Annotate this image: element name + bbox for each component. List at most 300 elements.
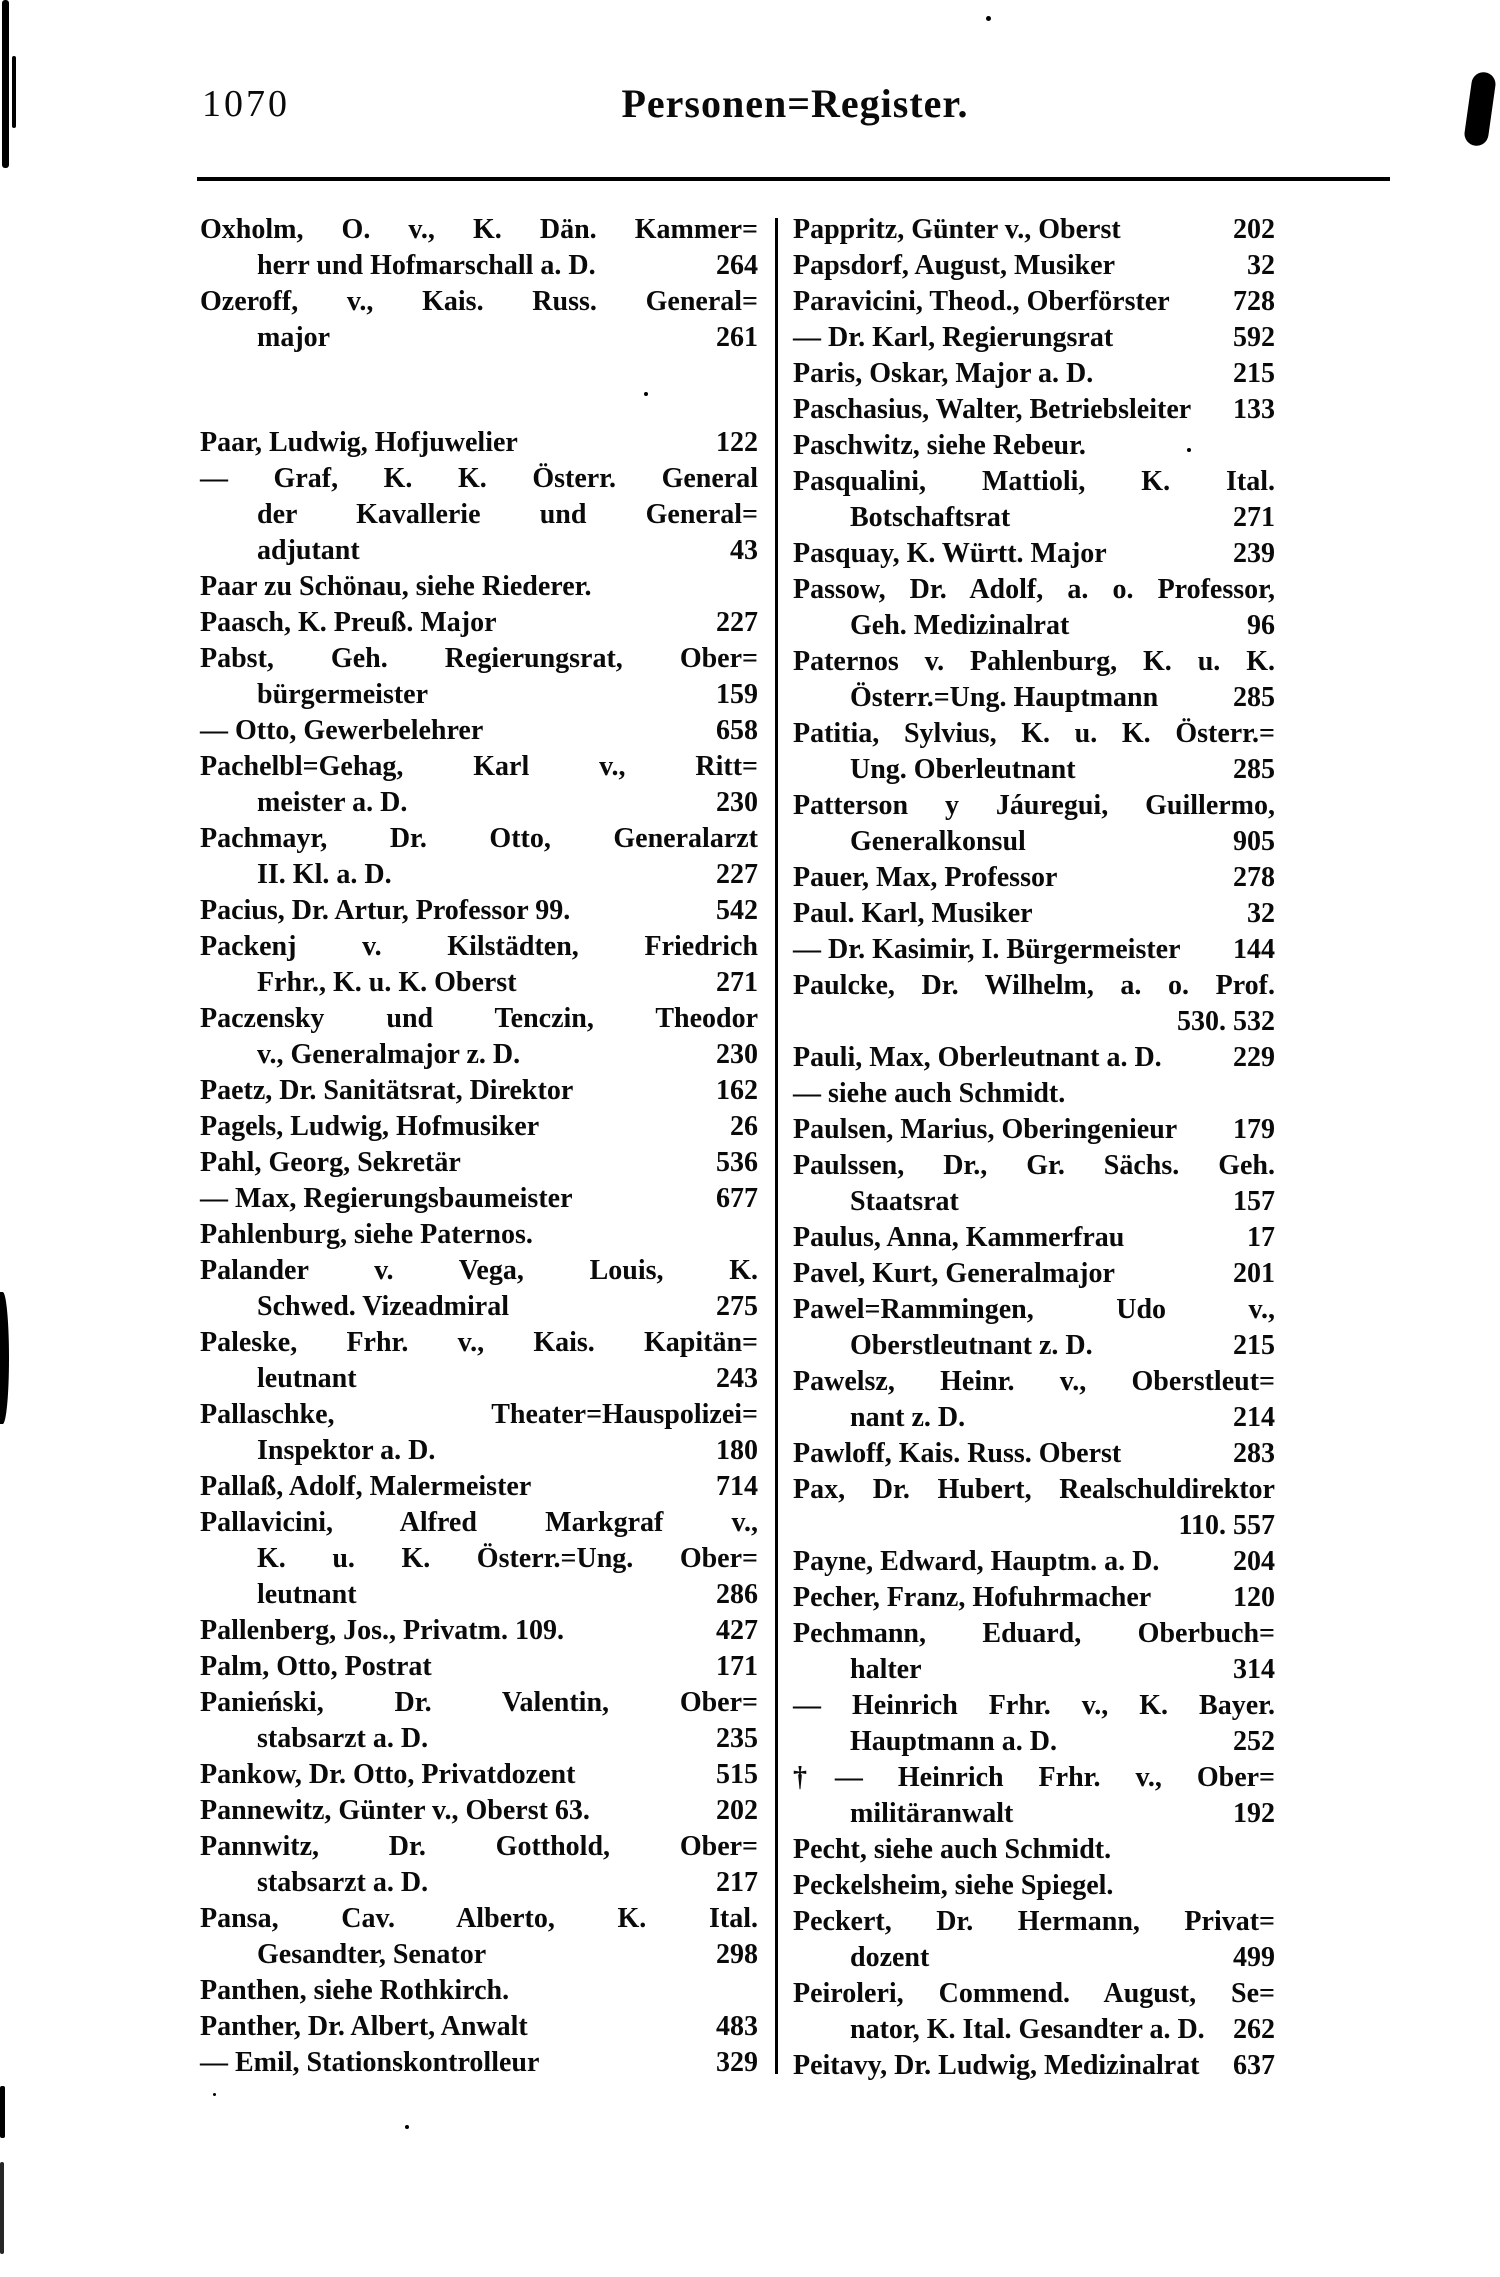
entry-line [793,1508,1275,1544]
entry-line [200,1181,758,1217]
register-entry [793,968,1275,1040]
entry-text: Paar, Ludwig, Hofjuwelier [200,427,518,458]
entry-line [200,1685,758,1721]
entry-text: Pallaschke, Theater=Hauspolizei= [200,1399,758,1430]
entry-text: Pecht, siehe auch Schmidt. [793,1834,1112,1865]
register-entry [793,1544,1275,1580]
entry-text: Paris, Oskar, Major a. D. [793,358,1094,389]
scan-speck [405,2125,409,2129]
entry-line [200,1829,758,1865]
entry-text: Peckert, Dr. Hermann, Privat= [793,1906,1275,1937]
entry-line [200,1433,758,1469]
entry-text: Paternos v. Pahlenburg, K. u. K. [793,646,1275,677]
entry-text: Palander v. Vega, Louis, K. [200,1255,758,1286]
entry-line [793,1544,1275,1580]
entry-page-ref: 298 [716,1939,758,1970]
entry-line [200,1037,758,1073]
column-divider-rule [775,218,778,2074]
entry-line [200,965,758,1001]
entry-page-ref: 515 [716,1759,758,1790]
entry-page-ref: 285 [1233,682,1275,713]
register-entry [793,1616,1275,1688]
entry-text: leutnant [257,1579,357,1610]
entry-page-ref: 217 [716,1867,758,1898]
entry-text: Paleske, Frhr. v., Kais. Kapitän= [200,1327,758,1358]
entry-page-ref: 252 [1233,1726,1275,1757]
register-entry [200,2045,758,2081]
entry-line [793,428,1275,464]
entry-text: Pasqualini, Mattioli, K. Ital. [793,466,1275,497]
entry-line [200,320,758,356]
entry-line [200,497,758,533]
entry-line [793,1724,1275,1760]
entry-line [200,605,758,641]
entry-line [793,1940,1275,1976]
entry-page-ref: 285 [1233,754,1275,785]
entry-text: militäranwalt [850,1798,1014,1829]
entry-text: Paar zu Schönau, siehe Riederer. [200,571,592,602]
entry-text: Pawel=Rammingen, Udo v., [793,1294,1275,1325]
entry-line [793,2012,1275,2048]
entry-line [793,500,1275,536]
entry-page-ref: 32 [1247,898,1275,929]
entry-line [200,1289,758,1325]
entry-page-ref: 239 [1233,538,1275,569]
entry-page-ref: 201 [1233,1258,1275,1289]
entry-page-ref: 329 [716,2047,758,2078]
entry-line [200,1145,758,1181]
entry-line [200,641,758,677]
entry-page-ref: 122 [716,427,758,458]
entry-text: Pawelsz, Heinr. v., Oberstleut= [793,1366,1275,1397]
entry-line [793,1868,1275,1904]
entry-page-ref: 120 [1233,1582,1275,1613]
entry-text: Paulcke, Dr. Wilhelm, a. o. Prof. [793,970,1275,1001]
entry-text: Botschaftsrat [850,502,1011,533]
entry-line [200,569,758,605]
register-entry [200,821,758,893]
entry-text: nator, K. Ital. Gesandter a. D. [850,2014,1205,2045]
entry-page-ref: 536 [716,1147,758,1178]
entry-line [793,1832,1275,1868]
entry-text: — Max, Regierungsbaumeister [200,1183,573,1214]
entry-line [200,1001,758,1037]
entry-line [200,1901,758,1937]
page-title: Personen=Register. [621,81,969,126]
entry-page-ref: 637 [1233,2050,1275,2081]
entry-text: Papsdorf, August, Musiker [793,250,1116,281]
entry-page-ref: 32 [1247,250,1275,281]
entry-text: dozent [850,1942,930,1973]
entry-text: Pabst, Geh. Regierungsrat, Ober= [200,643,758,674]
entry-text: Pahl, Georg, Sekretär [200,1147,461,1178]
section-gap [200,356,758,425]
entry-page-ref: 283 [1233,1438,1275,1469]
entry-text: Paasch, K. Preuß. Major [200,607,497,638]
register-entry [200,1253,758,1325]
entry-line [200,1721,758,1757]
entry-page-ref: 96 [1247,610,1275,641]
entry-text: — Graf, K. K. Österr. General [200,463,758,494]
register-entry [793,1904,1275,1976]
scan-speck [1187,448,1191,452]
register-entry [793,788,1275,860]
entry-page-ref: 144 [1233,934,1275,965]
scan-artifact-right-blob [1463,71,1497,148]
register-entry [200,1325,758,1397]
entry-text: bürgermeister [257,679,429,710]
entry-line [200,1865,758,1901]
register-entry [200,1469,758,1505]
entry-line [793,1976,1275,2012]
entry-text: Panthen, siehe Rothkirch. [200,1975,510,2006]
entry-text: meister a. D. [257,787,408,818]
entry-line [793,896,1275,932]
register-entry [200,929,758,1001]
register-entry [200,1613,758,1649]
entry-line [793,824,1275,860]
scan-artifact-left-edge [12,56,16,128]
entry-line [200,425,758,461]
entry-text: Schwed. Vizeadmiral [257,1291,509,1322]
register-entry [793,536,1275,572]
register-entry [793,1364,1275,1436]
entry-line [200,713,758,749]
entry-text: Passow, Dr. Adolf, a. o. Professor, [793,574,1275,605]
entry-text: Pannwitz, Dr. Gotthold, Ober= [200,1831,758,1862]
register-entry [200,893,758,929]
register-entry [200,1757,758,1793]
entry-line [793,680,1275,716]
entry-line [200,1973,758,2009]
entry-text: Oxholm, O. v., K. Dän. Kammer= [200,214,758,245]
entry-text: Paravicini, Theod., Oberförster [793,286,1170,317]
entry-text: Pannewitz, Günter v., Oberst 63. [200,1795,590,1826]
entry-line [793,860,1275,896]
entry-text: stabsarzt a. D. [257,1723,429,1754]
register-entry [200,1685,758,1757]
entry-page-ref: 314 [1233,1654,1275,1685]
entry-page-ref: 427 [716,1615,758,1646]
entry-page-ref: 243 [716,1363,758,1394]
register-entry [200,284,758,356]
register-entry [793,1832,1275,1868]
register-entry [793,716,1275,788]
entry-page-ref: 271 [1233,502,1275,533]
entry-text: Pax, Dr. Hubert, Realschuldirektor [793,1474,1275,1505]
entry-page-ref: 714 [716,1471,758,1502]
entry-line [200,1613,758,1649]
entry-line [793,1256,1275,1292]
entry-line [793,1400,1275,1436]
entry-line [200,248,758,284]
entry-text: — Heinrich Frhr. v., K. Bayer. [793,1690,1275,1721]
entry-text: Paulssen, Dr., Gr. Sächs. Geh. [793,1150,1275,1181]
entry-line [793,1184,1275,1220]
register-entry [793,572,1275,644]
entry-line [200,2009,758,2045]
register-entry [200,1973,758,2009]
entry-page-ref: 180 [716,1435,758,1466]
register-entry [793,1580,1275,1616]
entry-page-ref: 17 [1247,1222,1275,1253]
register-entry [793,2048,1275,2084]
entry-page-ref: 157 [1233,1186,1275,1217]
entry-text: Paschasius, Walter, Betriebsleiter [793,394,1192,425]
entry-text: Inspektor a. D. [257,1435,436,1466]
register-entry [793,1112,1275,1148]
entry-line [793,1472,1275,1508]
entry-line [793,1040,1275,1076]
entry-text: Pagels, Ludwig, Hofmusiker [200,1111,540,1142]
register-entry [793,644,1275,716]
register-entry [200,1505,758,1613]
register-entry [793,896,1275,932]
scan-speck [644,392,648,396]
entry-text: Palm, Otto, Postrat [200,1651,432,1682]
entry-line [793,1148,1275,1184]
entry-line [200,1253,758,1289]
entry-line [793,284,1275,320]
register-entry [200,1073,758,1109]
entry-text: Peiroleri, Commend. August, Se= [793,1978,1275,2009]
entry-line [200,1325,758,1361]
entry-text: Pasquay, K. Württ. Major [793,538,1107,569]
entry-page-ref: 204 [1233,1546,1275,1577]
register-entry [200,212,758,284]
entry-text: — Dr. Karl, Regierungsrat [793,322,1114,353]
entry-page-ref: 261 [716,322,758,353]
entry-line [793,1688,1275,1724]
entry-line [793,212,1275,248]
entry-text: Pappritz, Günter v., Oberst [793,214,1121,245]
entry-page-ref: 542 [716,895,758,926]
entry-line [200,821,758,857]
register-entry [200,1793,758,1829]
entry-line [200,1217,758,1253]
entry-text: Pacius, Dr. Artur, Professor 99. [200,895,571,926]
entry-text: herr und Hofmarschall a. D. [257,250,596,281]
entry-page-ref: 499 [1233,1942,1275,1973]
entry-text: Panther, Dr. Albert, Anwalt [200,2011,528,2042]
register-entry [200,749,758,821]
entry-text: stabsarzt a. D. [257,1867,429,1898]
entry-page-ref: 530. 532 [1177,1006,1275,1037]
register-entry [200,1829,758,1901]
entry-text: Pahlenburg, siehe Paternos. [200,1219,533,1250]
entry-text: Generalkonsul [850,826,1026,857]
register-entry [793,428,1275,464]
entry-page-ref: 230 [716,787,758,818]
entry-page-ref: 171 [716,1651,758,1682]
register-entry [793,1436,1275,1472]
register-entry [793,1292,1275,1364]
entry-text: Österr.=Ung. Hauptmann [850,682,1159,713]
register-entry [793,1472,1275,1544]
register-entry [793,1760,1275,1832]
register-entry [200,1001,758,1073]
register-entry [793,1040,1275,1076]
entry-page-ref: 43 [730,535,758,566]
entry-page-ref: 192 [1233,1798,1275,1829]
entry-text: Pavel, Kurt, Generalmajor [793,1258,1115,1289]
entry-page-ref: 235 [716,1723,758,1754]
register-entry [793,1220,1275,1256]
entry-text: halter [850,1654,922,1685]
left-column [200,212,758,2081]
entry-text: Paczensky und Tenczin, Theodor [200,1003,758,1034]
entry-page-ref: 110. 557 [1178,1510,1275,1541]
entry-line [200,1541,758,1577]
entry-line [793,1652,1275,1688]
entry-page-ref: 227 [716,859,758,890]
entry-text: Pallaß, Adolf, Malermeister [200,1471,532,1502]
entry-line [200,1649,758,1685]
entry-text: Packenj v. Kilstädten, Friedrich [200,931,758,962]
entry-text: Paulus, Anna, Kammerfrau [793,1222,1125,1253]
entry-text: Pachmayr, Dr. Otto, Generalarzt [200,823,758,854]
entry-line [200,284,758,320]
entry-line [200,1577,758,1613]
entry-page-ref: 202 [1233,214,1275,245]
entry-line [200,1505,758,1541]
entry-page-ref: 905 [1233,826,1275,857]
entry-line [793,608,1275,644]
entry-line [200,2045,758,2081]
register-entry [200,713,758,749]
entry-line [793,788,1275,824]
entry-line [200,677,758,713]
entry-page-ref: 229 [1233,1042,1275,1073]
entry-text: Pachelbl=Gehag, Karl v., Ritt= [200,751,758,782]
entry-text: Gesandter, Senator [257,1939,487,1970]
entry-text: v., Generalmajor z. D. [257,1039,521,1070]
entry-page-ref: 202 [716,1795,758,1826]
entry-line [200,1469,758,1505]
register-entry [200,1397,758,1469]
entry-line [793,1004,1275,1040]
entry-line [793,644,1275,680]
register-entry [793,1688,1275,1760]
entry-line [793,932,1275,968]
scan-artifact-bottom-left [0,2162,4,2254]
entry-text: Patitia, Sylvius, K. u. K. Österr.= [793,718,1275,749]
scan-artifact-bottom-left [0,2086,5,2138]
entry-text: Ung. Oberleutnant [850,754,1076,785]
entry-line [200,461,758,497]
entry-line [793,1580,1275,1616]
entry-line [793,1904,1275,1940]
entry-text: Paschwitz, siehe Rebeur. [793,430,1086,461]
entry-line [793,1760,1275,1796]
entry-text: major [257,322,331,353]
register-entry [793,356,1275,392]
entry-text: Panieński, Dr. Valentin, Ober= [200,1687,758,1718]
entry-line [200,1793,758,1829]
entry-line [793,968,1275,1004]
register-entry [793,320,1275,356]
entry-page-ref: 264 [716,250,758,281]
entry-text: Pallavicini, Alfred Markgraf v., [200,1507,758,1538]
entry-page-ref: 162 [716,1075,758,1106]
entry-text: Peckelsheim, siehe Spiegel. [793,1870,1114,1901]
entry-text: Hauptmann a. D. [850,1726,1057,1757]
entry-page-ref: 159 [716,679,758,710]
register-entry [793,284,1275,320]
entry-line [793,392,1275,428]
register-entry [793,392,1275,428]
register-entry [200,1145,758,1181]
register-entry [200,641,758,713]
entry-text: Patterson y Jáuregui, Guillermo, [793,790,1275,821]
entry-text: Paulsen, Marius, Oberingenieur [793,1114,1178,1145]
entry-text: — Otto, Gewerbelehrer [200,715,484,746]
entry-line [793,1364,1275,1400]
register-entry [200,425,758,461]
entry-line [793,716,1275,752]
entry-line [200,1757,758,1793]
entry-page-ref: 262 [1233,2014,1275,2045]
entry-text: Paul. Karl, Musiker [793,898,1033,929]
entry-line [793,752,1275,788]
entry-line [200,893,758,929]
scan-speck [213,2093,216,2096]
scan-speck [986,16,991,21]
entry-line [793,1220,1275,1256]
entry-text: — Emil, Stationskontrolleur [200,2047,540,2078]
entry-line [793,356,1275,392]
entry-line [793,248,1275,284]
entry-line [200,1073,758,1109]
entry-text: Pansa, Cav. Alberto, K. Ital. [200,1903,758,1934]
entry-page-ref: 677 [716,1183,758,1214]
register-entry [793,212,1275,248]
entry-line [793,1328,1275,1364]
entry-text: der Kavallerie und General= [257,499,758,530]
entry-line [200,212,758,248]
entry-text: Peitavy, Dr. Ludwig, Medizinalrat [793,2050,1200,2081]
entry-page-ref: 278 [1233,862,1275,893]
entry-line [793,2048,1275,2084]
entry-text: Pauer, Max, Professor [793,862,1058,893]
register-entry [200,569,758,605]
entry-text: II. Kl. a. D. [257,859,392,890]
register-entry [793,1256,1275,1292]
entry-page-ref: 275 [716,1291,758,1322]
entry-text: nant z. D. [850,1402,966,1433]
register-entry [200,1901,758,1973]
register-entry [200,2009,758,2045]
entry-page-ref: 271 [716,967,758,998]
register-entry [200,1181,758,1217]
entry-line [793,572,1275,608]
entry-line [200,749,758,785]
entry-text: Frhr., K. u. K. Oberst [257,967,517,998]
right-column [793,212,1275,2084]
entry-text: Payne, Edward, Hauptm. a. D. [793,1546,1160,1577]
entry-line [200,857,758,893]
entry-text: Oberstleutnant z. D. [850,1330,1093,1361]
entry-line [793,1616,1275,1652]
entry-line [793,1436,1275,1472]
entry-text: — Dr. Kasimir, I. Bürgermeister [793,934,1181,965]
register-entry [793,1148,1275,1220]
register-entry [793,1976,1275,2048]
entry-text: Pankow, Dr. Otto, Privatdozent [200,1759,576,1790]
entry-line [200,533,758,569]
entry-line [793,536,1275,572]
entry-text: Paetz, Dr. Sanitätsrat, Direktor [200,1075,574,1106]
